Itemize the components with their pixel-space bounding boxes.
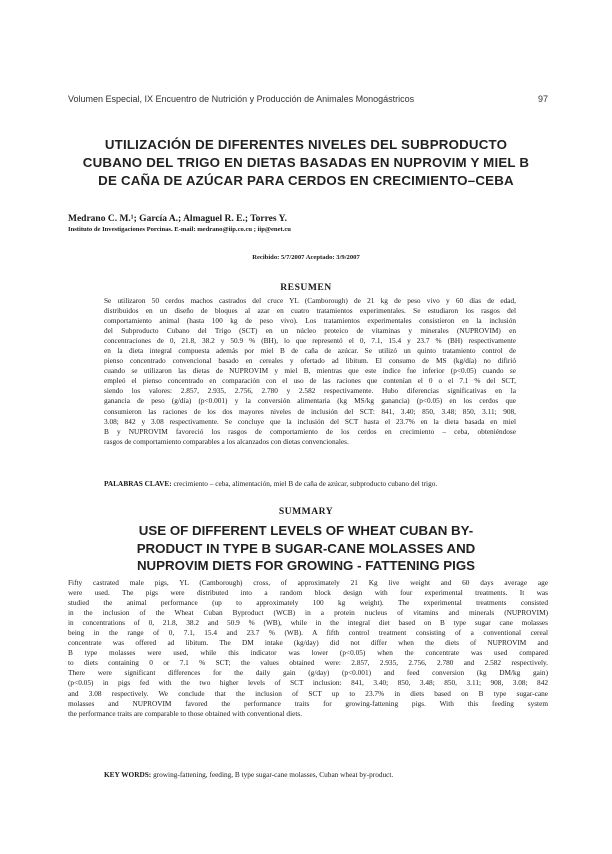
summary-line: (p<0.05) in pigs fed with the two higher levels of SCT inclusion: 841, 3.40; 850, 3.48; 850, 3.11; 908, 3.08; 842: [68, 678, 548, 688]
key-words-text: growing-fattening, feeding, B type sugar-cane molasses, Cuban wheat by-product.: [153, 770, 394, 779]
summary-line: and 3.08 respectively. We conclude that the inclusion of SCT up to 23.7% in diets based on B type sugar-cane: [68, 688, 548, 698]
summary-line: in the inclusion of the Wheat Cuban Byproduct (WCB) in a protein nucleus of vitamins and minerals (NUPROVIM): [68, 608, 548, 618]
institution: Instituto de Investigaciones Porcinas. E-mail: medrano@iip.co.cu ; iip@enet.cu: [68, 226, 291, 233]
running-header: [68, 94, 548, 104]
resumen-line: concentraciones de 0, 21.8, 38.2 y 50.9 % (BH), lo que representó el 0, 7.1, 15.4 y 23.7 % (BH) respectivamente: [104, 336, 516, 346]
resumen-body: [104, 296, 516, 447]
resumen-line: del Subproducto Cubano del Trigo (SCT) en un núcleo proteico de vitaminas y minerales (NUPROVIM) en: [104, 326, 516, 336]
title-line: DE CAÑA DE AZÚCAR PARA CERDOS EN CRECIMIENTO–CEBA: [98, 173, 514, 188]
title-en-line: PRODUCT IN TYPE B SUGAR-CANE MOLASSES AND: [136, 540, 476, 556]
summary-line: Fifty castrated male pigs, YL (Camborough) cross, of approximately 21 Kg live weight and 60 days average age: [68, 578, 548, 587]
resumen-line: ganancia de peso (g/día) (p<0.001) y la conversión alimentaria (kg MS/kg ganancia) (p<0.05) en los cerdos que: [104, 396, 516, 406]
resumen-line: 3.08; 842 y 3.08 respectivamente. Se concluye que la inclusión del SCT hasta el 23.7% en la dieta basada en miel: [104, 416, 516, 426]
resumen-line: comportamiento animal (hasta 100 kg de peso vivo). Los tratamientos experimentales consistieron en la inclusión: [104, 316, 516, 326]
running-title: Volumen Especial, IX Encuentro de Nutrición y Producción de Animales Monogástricos: [68, 94, 415, 104]
summary-line: were used. The pigs were distributed into a random block design with four experimental treatments. It was: [68, 588, 548, 598]
resumen-line: distribuidos en un diseño de bloques al azar en cuatro tratamientos experimentales. Se estudiaron los rasgos del: [104, 306, 516, 316]
resumen-line: pienso concentrado convencional basado en cereales y ofertado ad libitum. El consumo de MS (kg/día) no difirió: [104, 356, 516, 366]
summary-line: molasses and NUPROVIM favored the performance traits for growing-fattening pigs. With this feeding system: [68, 698, 548, 708]
resumen-line: B y NUPROVIM favoreció los rasgos de comportamiento de los cerdos en crecimiento – ceba, obteniéndose: [104, 426, 516, 436]
received-accepted-dates: Recibido: 5/7/2007 Aceptado: 3/9/2007: [252, 254, 360, 261]
title-en-line: NUPROVIM DIETS FOR GROWING - FATTENING PIGS: [136, 558, 476, 573]
resumen-line: Se utilizaron 50 cerdos machos castrados del cruce YL (Camborough) de 21 kg de peso vivo y 60 días de edad,: [104, 296, 516, 305]
summary-heading: SUMMARY: [278, 506, 334, 517]
title-line: CUBANO DEL TRIGO EN DIETAS BASADAS EN NUPROVIM Y MIEL B: [82, 155, 530, 170]
palabras-clave-text: crecimiento – ceba, alimentación, miel B de caña de azúcar, subproducto cubano del trigo.: [173, 479, 438, 488]
key-words: [104, 770, 548, 779]
article-title-en: [60, 522, 552, 575]
resumen-line: siendo los valores: 2.857, 2.935, 2.756, 2.780 y 2.582 respectivamente. Hubo diferencias significativas en la: [104, 386, 516, 396]
authors: Medrano C. M.¹; García A.; Almaguel R. E.; Torres Y.: [68, 214, 287, 224]
resumen-line: en la dieta integral compuesta además por miel B de caña de azúcar. Se utilizó un quinto tratamiento control de: [104, 346, 516, 356]
article-title-es: [40, 136, 572, 190]
summary-line: in concentrations of 0, 21.8, 38.2 and 50.9 % (WB), while in the integral diet based on B type sugar cane molasses: [68, 618, 548, 628]
palabras-clave-label: PALABRAS CLAVE:: [104, 479, 172, 488]
summary-line: concentrate was offered ad libitum. The DM intake (kg/day) did not differ when the diets of NUPROVIM and: [68, 638, 548, 648]
summary-line: to diets containing 0 or 7.1 % SCT; the values obtained were: 2.857, 2.935, 2.756, 2.780 and 2.582 respectively.: [68, 658, 548, 668]
summary-body: [68, 578, 548, 719]
key-words-label: KEY WORDS:: [104, 770, 152, 779]
summary-line: being in the range of 0, 7.1, 15.4 and 23.7 % (WB). A fifth control treatment consisting of a conventional cereal: [68, 628, 548, 638]
resumen-line: consumieron las raciones de los dos mayores niveles de inclusión del SCT: 841, 3.40; 850, 3.48; 850, 3.11; 908,: [104, 406, 516, 416]
resumen-line: rasgos de comportamiento comparables a los alcanzados con dietas convencionales.: [104, 436, 349, 446]
resumen-heading: RESUMEN: [280, 282, 332, 293]
resumen-line: empleó el pienso concentrado en comparación con el uso de las raciones que contenían el 0 o el 7.1 % del SCT,: [104, 376, 516, 386]
title-line: UTILIZACIÓN DE DIFERENTES NIVELES DEL SUBPRODUCTO: [104, 137, 508, 152]
resumen-line: cuando se utilizaron las dietas de NUPROVIM y miel B, mientras que este índice fue inferior (p<0.05) cuando se: [104, 366, 516, 376]
page-number: 97: [537, 94, 548, 104]
palabras-clave: [104, 479, 516, 488]
summary-line: studied the animal performance (up to approximately 100 kg weight). The experimental treatments consisted: [68, 598, 548, 608]
summary-line: B type molasses were used, while this indicator was lower (p<0.05) when the concentrate was used compared: [68, 648, 548, 658]
summary-line: the performance traits are comparable to those obtained with conventional diets.: [68, 708, 303, 718]
title-en-line: USE OF DIFFERENT LEVELS OF WHEAT CUBAN BY-: [138, 523, 474, 538]
summary-line: There were significant differences for the daily gain (g/day) (p<0.001) and feed conversion (kg DM/kg gain): [68, 668, 548, 678]
